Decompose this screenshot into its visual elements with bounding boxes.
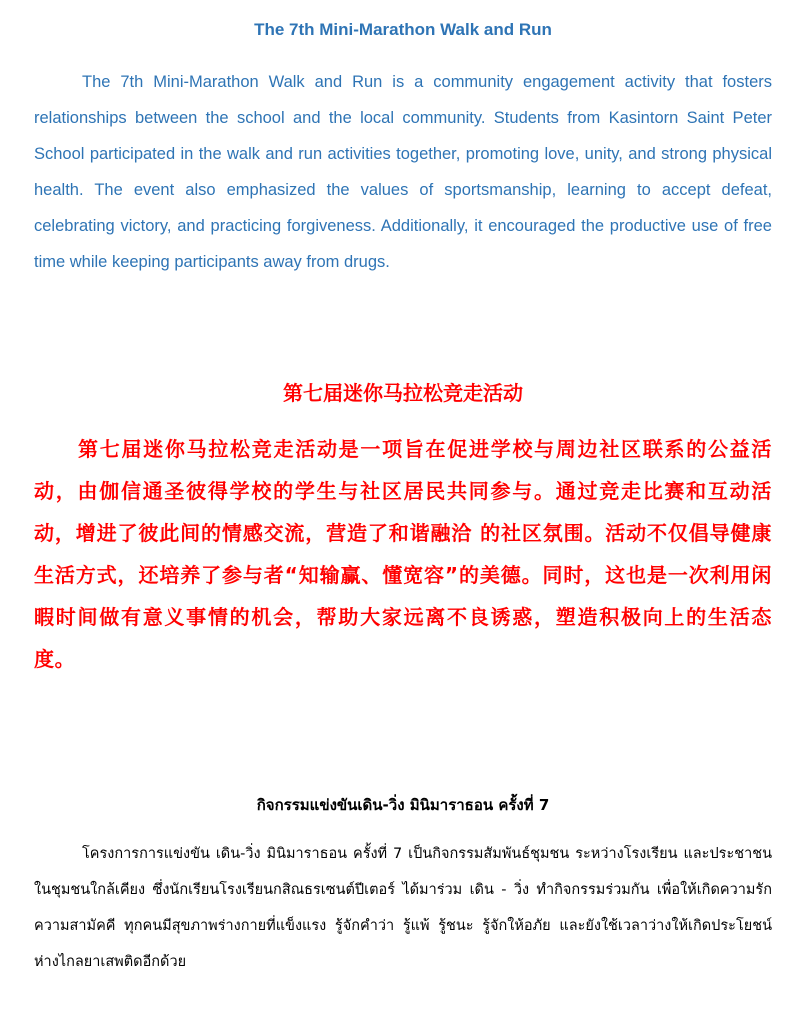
thai-paragraph: โครงการการแข่งขัน เดิน-วิ่ง มินิมาราธอน ครั้งที่ 7 เป็นกิจกรรมสัมพันธ์ชุมชน ระหว่างโรงเรียน และประชาชนในชุมชนใกล้เคียง ซึ่งนักเรียนโรงเรียนกสิณธรเซนต์ปีเตอร์ ได้มาร่วม เดิน - วิ่ง ทำกิจกรรมร่วมกัน เพื่อให้เกิดความรัก ความสามัคคี ทุกคนมีสุขภาพร่างกายที่แข็งแรง รู้จักคำว่า รู้แพ้ รู้ชนะ รู้จักให้อภัย และยังใช้เวลาว่างให้เกิดประโยชน์ ห่างไกลยาเสพติดอีกด้วย [34,846,772,970]
thai-section [34,792,772,980]
thai-title: กิจกรรมแข่งขันเดิน-วิ่ง มินิมาราธอน ครั้งที่ 7 [256,796,550,814]
english-section [34,18,772,280]
chinese-section [34,378,772,680]
english-paragraph: The 7th Mini-Marathon Walk and Run is a community engagement activity that fosters relationships between the school and the local community. Students from Kasintorn Saint Peter School participated in the walk and run activities together, promoting love, unity, and strong physical health. The event also emphasized the values of sportsmanship, learning to accept defeat, celebrating victory, and practicing forgiveness. Additionally, it encouraged the productive use of free time while keeping participants away from drugs. [34,73,772,271]
chinese-paragraph: 第七届迷你马拉松竞走活动是一项旨在促进学校与周边社区联系的公益活动，由伽信通圣彼得学校的学生与社区居民共同参与。通过竞走比赛和互动活动，增进了彼此间的情感交流，营造了和谐融洽 的社区氛围。活动不仅倡导健康生活方式，还培养了参与者“知输赢、懂宽容”的美德。同时，这也是一次利用闲暇时间做有意义事情的机会，帮助大家远离不良诱惑，塑造积极向上的生活态度。 [34,437,772,671]
chinese-title: 第七届迷你马拉松竞走活动 [283,381,523,405]
english-title: The 7th Mini-Marathon Walk and Run [254,20,552,39]
